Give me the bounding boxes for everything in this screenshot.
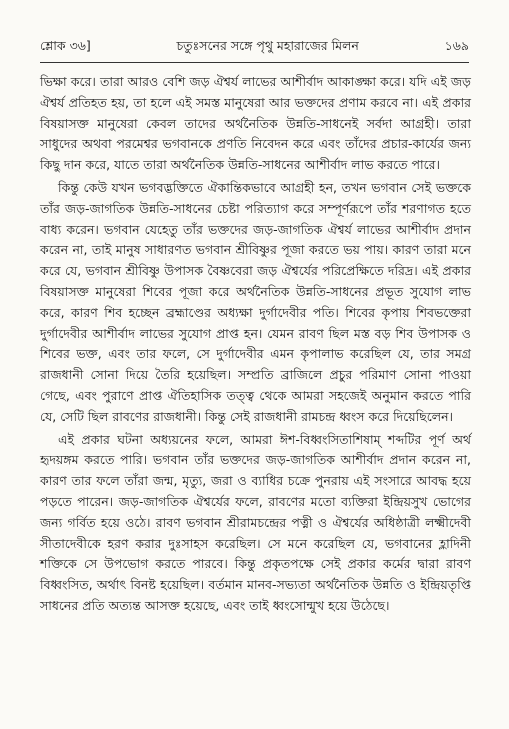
paragraph-1: ভিক্ষা করে। তারা আরও বেশি জড় ঐশ্বর্য লাভের আশীর্বাদ আকাঙ্ক্ষা করে। যদি এই জড় ঐশ্বর্য প্রতিহত হয়, তা হলে এই সমস্ত মানুষেরা আর ভক্তদের প্রণাম করবে না। এই প্রকার বিষয়াসক্ত মানুষেরা কেবল তাদের অর্থনৈতিক উন্নতি-সাধনেই সর্বদা আগ্রহী। তারা সাধুদের অথবা পরমেশ্বর ভগবানকে প্রণতি নিবেদন করে এবং তাঁদের প্রচার-কার্যের জন্য কিছু দান করে, যাতে তারা অর্থনৈতিক উন্নতি-সাধনের আশীর্বাদ লাভ করতে পারে। xyxy=(40,74,471,173)
page-body xyxy=(40,72,471,619)
paragraph-2: কিন্তু কেউ যখন ভগবদ্ভক্তিতে ঐকান্তিকভাবে আগ্রহী হন, তখন ভগবান সেই ভক্তকে তাঁর জড়-জাগতিক উন্নতি-সাধনের চেষ্টা পরিত্যাগ করে সম্পূর্ণরূপে তাঁর শরণাগত হতে বাধ্য করেন। ভগবান যেহেতু তাঁর ভক্তদের জড়-জাগতিক ঐশ্বর্য লাভের আশীর্বাদ প্রদান করেন না, তাই মানুষ সাধারণত ভগবান শ্রীবিষ্ণুর পূজা করতে ভয় পায়। কারণ তারা মনে করে যে, ভগবান শ্রীবিষ্ণু উপাসক বৈষ্ণবেরা জড় ঐশ্বর্যের পরিপ্রেক্ষিতে দরিদ্র। এই প্রকার বিষয়াসক্ত মানুষেরা শিবের পূজা করে অর্থনৈতিক উন্নতি-সাধনের প্রভূত সুযোগ লাভ করে, কারণ শিব হচ্ছেন ব্রহ্মাণ্ডের অধ্যক্ষা দুর্গাদেবীর পতি। শিবের কৃপায় শিবভক্তেরা দুর্গাদেবীর আশীর্বাদ লাভের সুযোগ প্রাপ্ত হন। যেমন রাবণ ছিল মস্ত বড় শিব উপাসক ও শিবের ভক্ত, এবং তার ফলে, সে দুর্গাদেবীর এমন কৃপালাভ করেছিল যে, তার সমগ্র রাজধানী সোনা দিয়ে তৈরি হয়েছিল। সম্প্রতি ব্রাজিলে প্রচুর পরিমাণ সোনা পাওয়া গেছে, এবং পুরাণে প্রাপ্ত ঐতিহাসিক তত্ত্ব থেকে আমরা সহজেই অনুমান করতে পারি যে, সেটি ছিল রাবণের রাজধানী। কিন্তু সেই রাজধানী রামচন্দ্র ধ্বংস করে দিয়েছিলেন। xyxy=(40,179,471,424)
chapter-title: চতুঃসনের সঙ্গে পৃথু মহারাজের মিলন xyxy=(176,38,359,53)
header-rule xyxy=(40,62,469,63)
page-number: ১৬৯ xyxy=(444,38,469,53)
verse-reference: শ্লোক ৩৬] xyxy=(40,38,91,53)
running-header xyxy=(40,36,469,60)
paragraph-3: এই প্রকার ঘটনা অধ্যয়নের ফলে, আমরা ঈশ-বিধ্বংসিতাশিষাম্ শব্দটির পূর্ণ অর্থ হৃদয়ঙ্গম করতে পারি। ভগবান তাঁর ভক্তদের জড়-জাগতিক আশীর্বাদ প্রদান করেন না, কারণ তার ফলে তাঁরা জন্ম, মৃত্যু, জরা ও ব্যাধির চক্রে পুনরায় এই সংসারে আবদ্ধ হয়ে পড়তে পারেন। জড়-জাগতিক ঐশ্বর্যের ফলে, রাবণের মতো ব্যক্তিরা ইন্দ্রিয়সুখ ভোগের জন্য গর্বিত হয়ে ওঠে। রাবণ ভগবান শ্রীরামচন্দ্রের পত্নী ও ঐশ্বর্যের অধিষ্ঠাত্রী লক্ষ্মীদেবী সীতাদেবীকে হরণ করার দুঃসাহস করেছিল। সে মনে করেছিল যে, ভগবানের হ্লাদিনী শক্তিকে সে উপভোগ করতে পারবে। কিন্তু প্রকৃতপক্ষে সেই প্রকার কর্মের দ্বারা রাবণ বিধ্বংসিত, অর্থাৎ বিনষ্ট হয়েছিল। বর্তমান মানব-সভ্যতা অর্থনৈতিক উন্নতি ও ইন্দ্রিয়তৃপ্তি সাধনের প্রতি অত্যন্ত আসক্ত হয়েছে, এবং তাই ধ্বংসোন্মুখ হয়ে উঠেছে। xyxy=(40,431,471,613)
